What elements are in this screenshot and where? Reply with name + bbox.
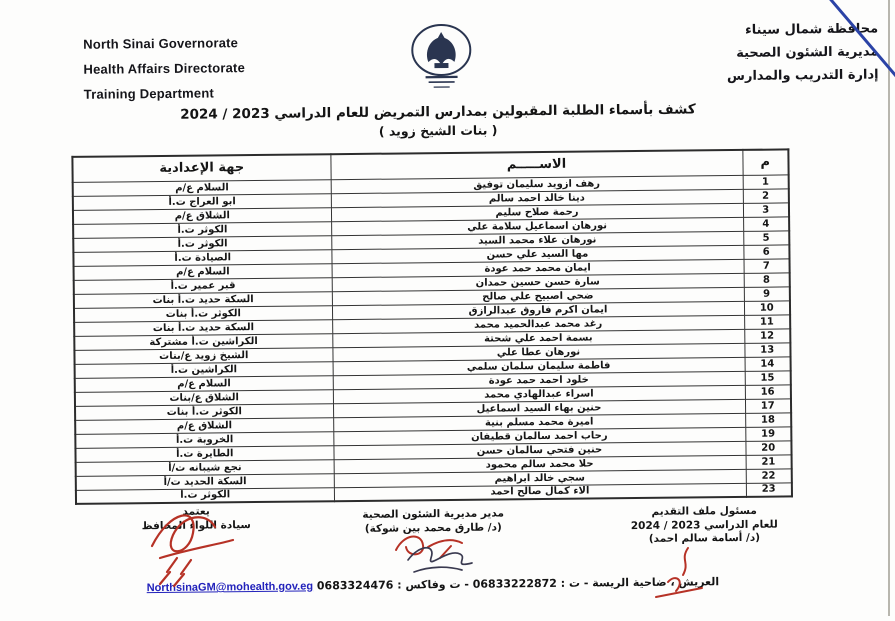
cell-school: الشيخ زويد ع/بنات (74, 347, 332, 364)
cell-no: 20 (745, 440, 791, 454)
cell-school: قبر عمير ت.أ (74, 277, 332, 294)
footer-email-link[interactable]: NorthsinaGM@mohealth.gov.eg (146, 580, 314, 595)
cell-no: 3 (743, 202, 789, 216)
cell-no: 15 (745, 370, 791, 384)
letterhead-arabic (726, 17, 878, 88)
title-line-2: ( بنات الشيخ زويد ) (378, 122, 498, 139)
cell-name: حلا محمد سالم محمود (334, 455, 746, 473)
cell-school: ابو العراج ت.أ (73, 193, 331, 210)
column-header-name: الاســـــم (330, 150, 742, 179)
cell-name: الاء كمال صالح احمد (334, 483, 746, 501)
letterhead-english-line-1: North Sinai Governorate (83, 35, 239, 52)
cell-no: 9 (744, 286, 790, 300)
cell-no: 8 (744, 272, 790, 286)
cell-no: 4 (743, 216, 789, 230)
cell-school: الصيادة ت.أ (73, 249, 331, 266)
students-roster-table (71, 148, 793, 504)
admissions-role-line-2: للعام الدراسي 2023 / 2024 (630, 518, 778, 532)
cell-name: سجي خالد ابراهيم (334, 469, 746, 487)
cell-name: نورهان عطا علي (332, 343, 744, 361)
cell-name: اميرة محمد مسلم بنية (333, 413, 745, 431)
signature-block-director (320, 507, 546, 536)
cell-school: الطايرة ت.أ (75, 445, 333, 462)
cell-school: الكوثر ت.أ (76, 487, 334, 504)
cell-name: نورهان اسماعيل سلامة علي (331, 217, 743, 235)
cell-school: السلام ع/م (75, 375, 333, 392)
letterhead-english (83, 30, 245, 107)
cell-no: 18 (745, 412, 791, 426)
letterhead-arabic-line-2: مديرية الشئون الصحية (736, 44, 879, 61)
students-tbody (73, 174, 792, 503)
signature-block-admissions (606, 504, 802, 547)
egypt-eagle-emblem-icon (395, 22, 488, 93)
column-header-no: م (742, 149, 788, 174)
cell-no: 5 (743, 230, 789, 244)
cell-school: الشلاق ع/بنات (75, 389, 333, 406)
letterhead-english-line-2: Health Affairs Directorate (83, 60, 246, 77)
cell-name: ايمان محمد حمد عودة (332, 259, 744, 277)
cell-name: بسمة احمد علي شحتة (332, 329, 744, 347)
footer-contact-text: العريش ، ضاحية الريسة - ت : 06833222872 - ت وفاكس : 0683324476 (316, 575, 720, 593)
cell-school: الشلاق ع/م (75, 417, 333, 434)
cell-no: 10 (744, 300, 790, 314)
cell-no: 19 (745, 426, 791, 440)
column-header-school: جهة الإعدادية (72, 154, 330, 182)
cell-name: فاطمة سليمان سلمان سلمي (333, 357, 745, 375)
cell-school: الكوثر ت.أ (73, 235, 331, 252)
cell-name: خلود احمد حمد عودة (333, 371, 745, 389)
cell-name: ضحي اصبيح علي صالح (332, 287, 744, 305)
cell-no: 13 (744, 342, 790, 356)
cell-school: نجع شيبانه ت/أ (76, 459, 334, 476)
cell-school: الكوثر ت.أ بنات (74, 305, 332, 322)
cell-no: 22 (746, 468, 792, 482)
cell-school: الكراشين ت.أ (75, 361, 333, 378)
cell-school: السلام ع/م (73, 179, 331, 196)
admissions-role-line-1: مسئول ملف التقديم (651, 504, 757, 518)
cell-school: السلام ع/م (74, 263, 332, 280)
director-signer-name: (د/ طارق محمد بين شوكة) (364, 520, 502, 535)
cell-name: سارة حسن حسين حمدان (332, 273, 744, 291)
cell-name: دينا خالد احمد سالم (331, 189, 743, 207)
cell-name: رغد محمد عبدالحميد محمد (332, 315, 744, 333)
cell-no: 16 (745, 384, 791, 398)
letterhead-english-line-3: Training Department (83, 85, 215, 102)
cell-school: الكراشين ت.أ مشتركة (74, 333, 332, 350)
cell-no: 12 (744, 328, 790, 342)
letterhead-arabic-line-1: محافظة شمال سيناء (745, 21, 879, 38)
cell-school: الخروبة ت.أ (75, 431, 333, 448)
cell-school: السكة الحديد ت/أ (76, 473, 334, 490)
cell-no: 1 (743, 174, 789, 188)
admissions-signer-name: (د/ أسامة سالم احمد) (648, 531, 761, 545)
cell-no: 17 (745, 398, 791, 412)
cell-name: ايمان اكرم فاروق عبدالرازق (332, 301, 744, 319)
cell-name: مها السيد علي حسن (331, 245, 743, 263)
cell-name: نورهان علاء محمد السيد (331, 231, 743, 249)
cell-no: 14 (745, 356, 791, 370)
cell-name: حنين فتحي سالمان حسن (333, 441, 745, 459)
cell-school: السكة حديد ت.أ بنات (74, 291, 332, 308)
cell-no: 21 (746, 454, 792, 468)
cell-no: 23 (746, 482, 792, 496)
cell-school: الكوثر ت.أ بنات (75, 403, 333, 420)
cell-name: اسراء عبدالهادي محمد (333, 385, 745, 403)
footer-contact-line (43, 574, 823, 595)
cell-no: 7 (744, 258, 790, 272)
approval-word: يعتمد (182, 505, 210, 518)
signature-block-approval (114, 505, 278, 534)
cell-no: 6 (743, 244, 789, 258)
letterhead-arabic-line-3: إدارة التدريب والمدارس (726, 67, 879, 85)
cell-no: 11 (744, 314, 790, 328)
cell-name: رهف ازويد سليمان توفيق (331, 175, 743, 193)
cell-school: الشلاق ع/م (73, 207, 331, 224)
cell-name: رحاب احمد سالمان قطيفان (333, 427, 745, 445)
approval-signer-title: سيادة اللواء المحافظ (141, 518, 251, 532)
cell-name: رحمة صلاح سليم (331, 203, 743, 221)
cell-school: السكة حديد ت.أ بنات (74, 319, 332, 336)
cell-school: الكوثر ت.أ (73, 221, 331, 238)
cell-no: 2 (743, 188, 789, 202)
title-line-1: كشف بأسماء الطلبة المقبولين بمدارس التمريض للعام الدراسي 2023 / 2024 (180, 101, 696, 123)
cell-name: حنين بهاء السيد اسماعيل (333, 399, 745, 417)
director-role-line: مدير مديرية الشئون الصحية (362, 507, 504, 521)
